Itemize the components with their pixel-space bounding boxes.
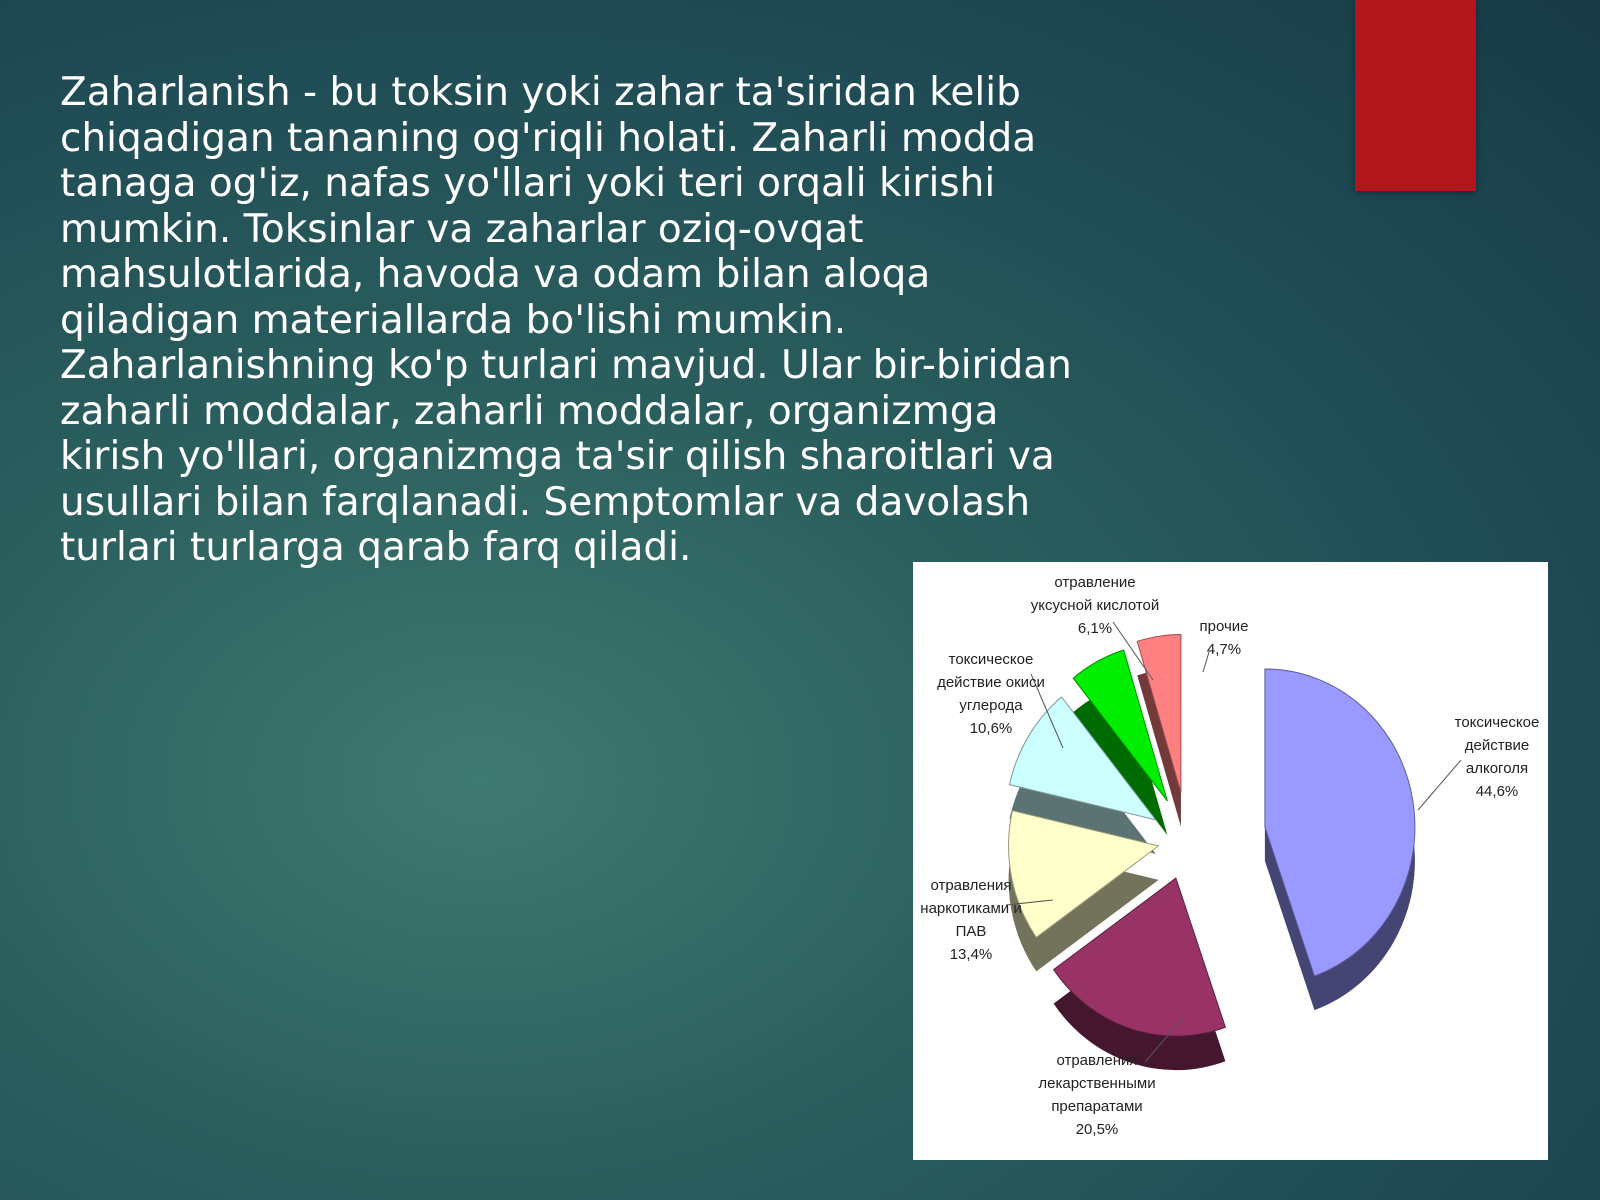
pie-label-acetic-acid: отравление уксусной кислотой 6,1% (1030, 574, 1160, 637)
accent-bar (1355, 0, 1476, 191)
body-text: Zaharlanish - bu toksin yoki zahar ta'siridan kelib chiqadigan tananing og'riqli holati. Zaharli modda tanaga og'iz, nafas yo'llari yoki teri orqali kirishi mumkin. Toksinlar va zaharlar oziq-ovqat mahsulotlarida, havoda va odam bilan aloqa qiladigan materiallarda bo'lishi mumkin. Zaharlanishning ko'p turlari mavjud. Ular bir-biridan zaharli moddalar, zaharli moddalar, organizmga kirish yo'llari, organizmga ta'sir qilish sharoitlari va usullari bilan farqlanadi. Semptomlar va davolash turlari turlarga qarab farq qiladi. (60, 70, 1072, 570)
pie-label-other: прочие 4,7% (1199, 618, 1249, 658)
pie-chart (913, 562, 1548, 1160)
pie-chart-panel (913, 562, 1548, 1160)
pie-label-narcotics: отравления наркотиками и ПАВ 13,4% (920, 877, 1022, 963)
leader-line-alcohol (1418, 760, 1461, 810)
pie-label-carbon-monoxide: токсическое действие окиси углерода 10,6% (937, 651, 1045, 737)
pie-label-alcohol: токсическое действие алкоголя 44,6% (1454, 714, 1540, 800)
pie-label-medications: отравления лекарственными препаратами 20,5% (1038, 1052, 1156, 1138)
